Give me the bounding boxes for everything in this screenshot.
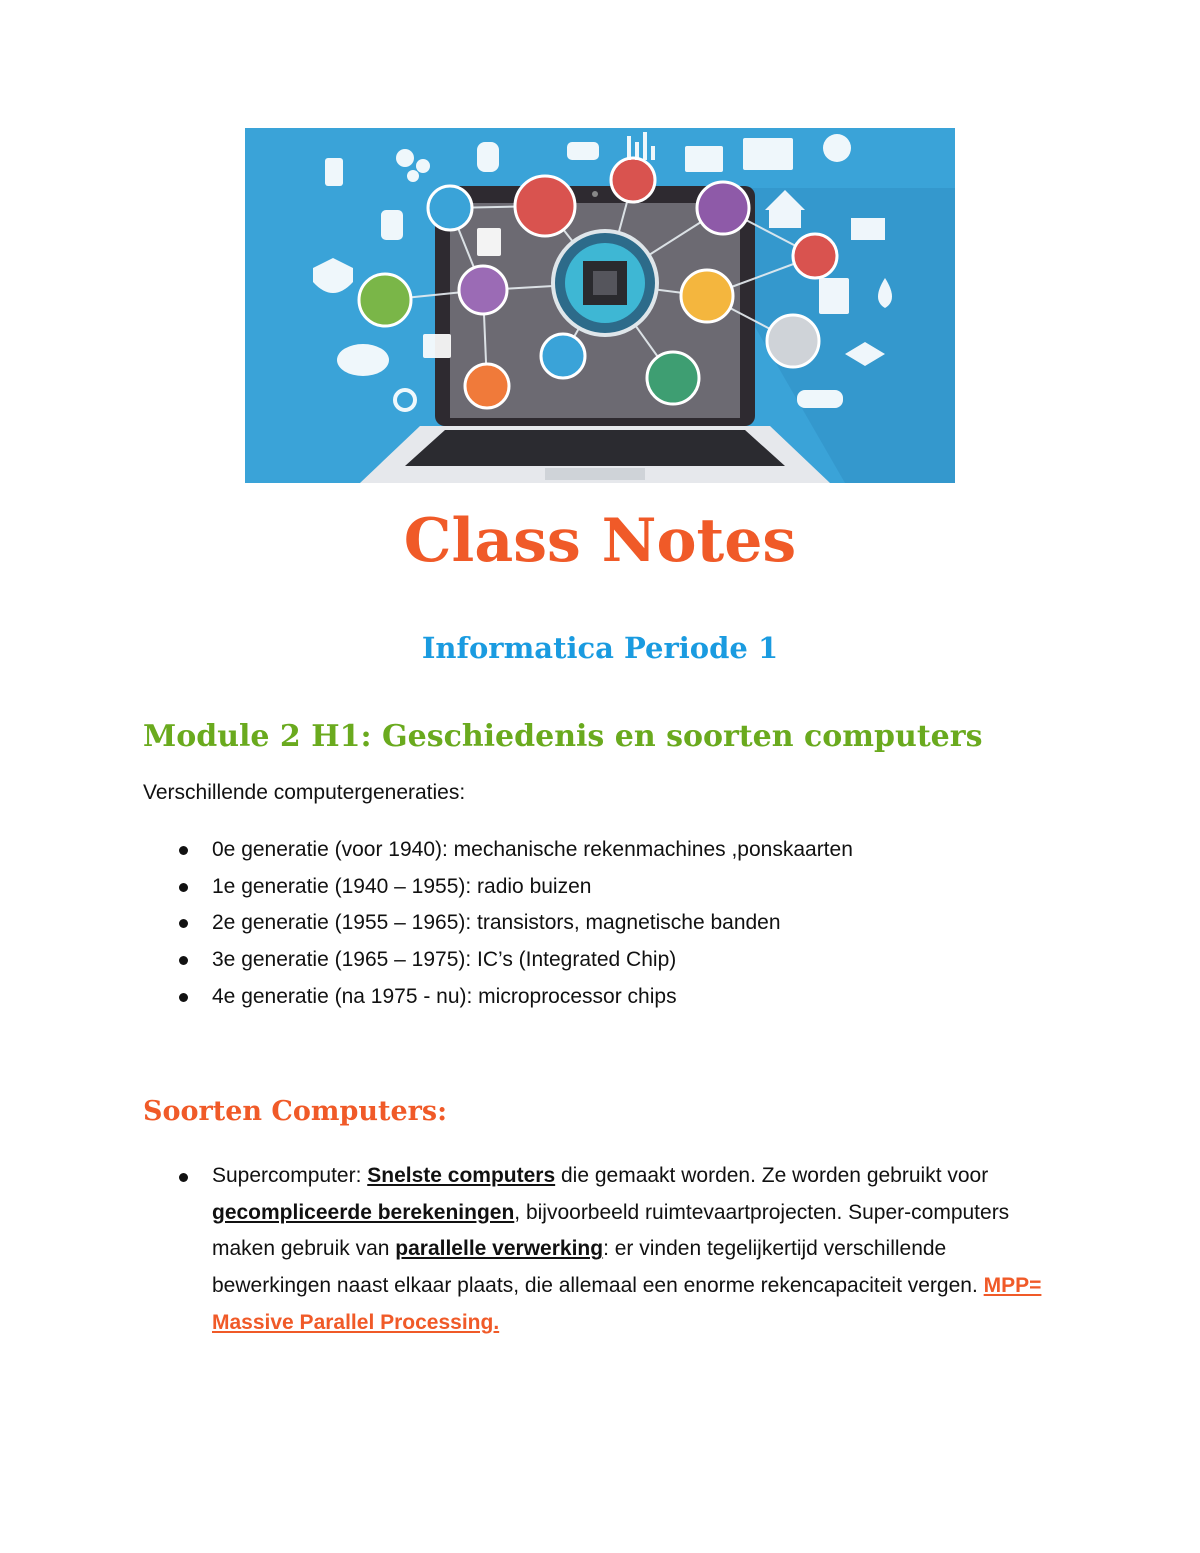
bullet-icon (179, 883, 188, 892)
generation-text: 3e generatie (1965 – 1975): IC’s (Integrated Chip) (212, 948, 677, 972)
bullet-icon (179, 956, 188, 965)
list-item (143, 905, 853, 942)
super-emphasis-1: Snelste computers (367, 1164, 556, 1187)
super-emphasis-3: parallelle verwerking (395, 1237, 604, 1261)
section-heading-soorten: Soorten Computers: (143, 1096, 448, 1127)
generation-text: 2e generatie (1955 – 1965): transistors, magnetische banden (212, 911, 781, 935)
supercomputer-list-item (143, 1158, 1043, 1342)
laptop-network-illustration (245, 128, 955, 483)
document-subtitle: Informatica Periode 1 (421, 631, 779, 665)
bullet-icon (179, 1173, 188, 1182)
mpp-emphasis: MPP= Massive Parallel Processing. (212, 1274, 1042, 1334)
list-item (143, 942, 853, 979)
super-emphasis-2: gecompliceerde berekeningen (212, 1200, 515, 1224)
list-item (143, 869, 853, 906)
bullet-icon (179, 919, 188, 928)
super-text-4: : er vinden tegelijkertijd verschillende bewerkingen naast elkaar plaats, die allemaal een enorme rekencapaciteit vergen. (212, 1237, 984, 1298)
super-text-2: die gemaakt worden. Ze worden gebruikt voor (555, 1164, 989, 1187)
document-title: Class Notes (403, 506, 797, 576)
list-item (143, 832, 853, 869)
module-heading: Module 2 H1: Geschiedenis en soorten computers (143, 719, 983, 754)
supercomputer-paragraph (143, 1158, 1043, 1342)
generation-text: 0e generatie (voor 1940): mechanische rekenmachines ,ponskaarten (212, 838, 853, 861)
generations-list (143, 832, 853, 1016)
bullet-icon (179, 993, 188, 1002)
super-text-1: Supercomputer: (212, 1164, 368, 1187)
bullet-icon (179, 846, 188, 855)
generation-text: 1e generatie (1940 – 1955): radio buizen (212, 874, 592, 898)
generation-text: 4e generatie (na 1975 - nu): microprocessor chips (212, 984, 677, 1008)
intro-text: Verschillende computergeneraties: (143, 781, 466, 804)
hero-illustration (245, 128, 955, 483)
list-item (143, 979, 853, 1016)
super-text-3: , bijvoorbeeld ruimtevaartprojecten. Super-computers maken gebruik van (212, 1200, 1010, 1261)
